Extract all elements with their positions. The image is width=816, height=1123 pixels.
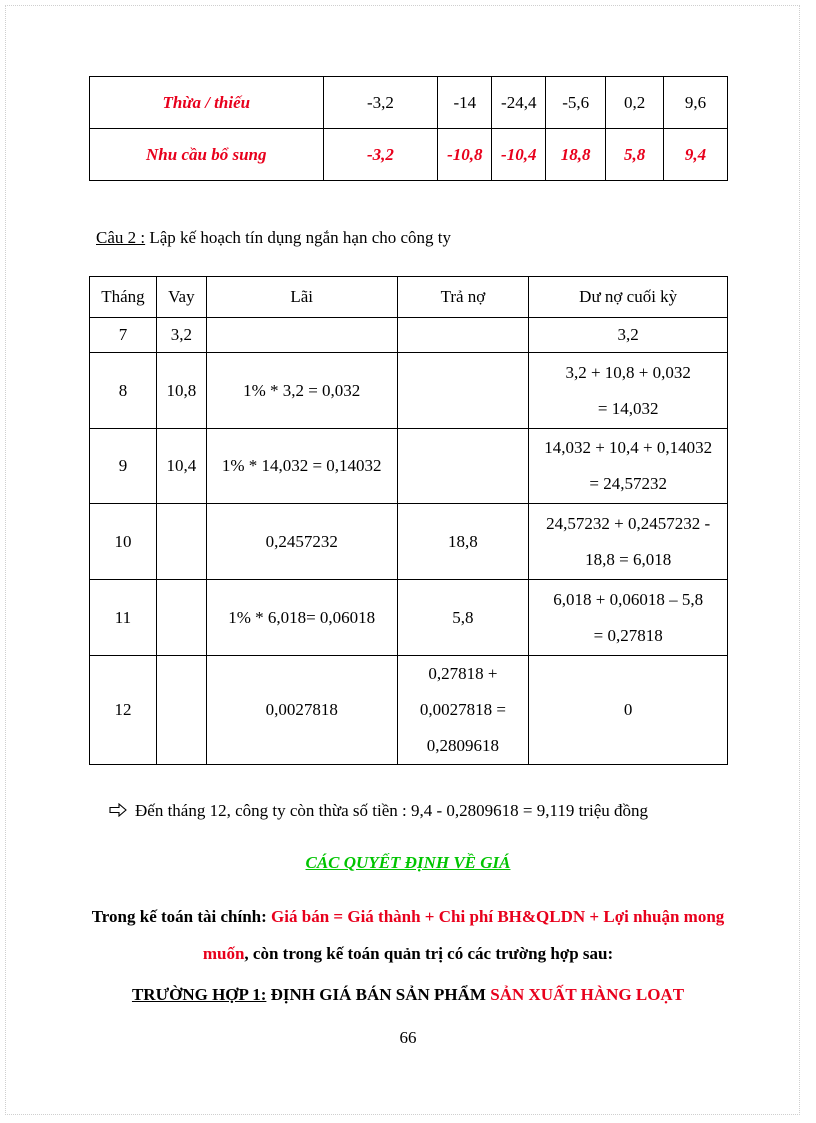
paragraph-intro: Trong kế toán tài chính:	[91, 907, 272, 926]
case-label: TRƯỜNG HỢP 1:	[131, 985, 267, 1004]
repayment-line: 0,2809618	[426, 736, 500, 755]
case-text: ĐỊNH GIÁ BÁN SẢN PHẨM	[266, 985, 491, 1004]
balance-line: 6,018 + 0,06018 – 5,8	[553, 589, 704, 609]
table-row	[90, 129, 728, 181]
repayment-cell: 5,8	[397, 580, 529, 656]
balance-line: = 0,27818	[593, 625, 663, 645]
case-highlight: SẢN XUẤT HÀNG LOẠT	[490, 985, 685, 1004]
month-cell: 7	[90, 318, 157, 353]
repayment-line: 0,0027818 =	[419, 700, 506, 719]
interest-cell: 1% * 6,018= 0,06018	[206, 580, 397, 656]
table-cell: -14	[438, 77, 492, 129]
balance-cell	[529, 318, 728, 353]
row-label: Nhu cầu bổ sung	[90, 129, 324, 181]
repayment-cell: 18,8	[397, 504, 529, 580]
row-label: Thừa / thiếu	[90, 77, 324, 129]
conclusion-line	[109, 801, 648, 821]
balance-line: 18,8 = 6,018	[585, 549, 672, 569]
page-number: 66	[399, 1028, 417, 1047]
balance-line: 3,2 + 10,8 + 0,032	[565, 362, 691, 382]
table-cell: -10,8	[438, 129, 492, 181]
balance-line: = 24,57232	[589, 474, 667, 493]
interest-cell: 0,2457232	[206, 504, 397, 580]
conclusion-text: Đến tháng 12, công ty còn thừa số tiền : 9,4 - 0,2809618 = 9,119 triệu đồng	[135, 801, 648, 820]
repayment-line: 0,27818 +	[428, 664, 498, 683]
interest-cell	[206, 318, 397, 353]
balance-cell	[529, 429, 728, 504]
column-header: Trả nợ	[397, 277, 529, 318]
section-heading: CÁC QUYẾT ĐỊNH VỀ GIÁ	[305, 853, 511, 872]
repayment-cell	[397, 318, 529, 353]
case-heading	[0, 985, 816, 1005]
table-cell: -3,2	[323, 129, 438, 181]
month-cell: 8	[90, 353, 157, 429]
column-header: Tháng	[90, 277, 157, 318]
paragraph-rest: , còn trong kế toán quản trị có các trường hợp sau:	[244, 944, 614, 963]
repayment-cell	[397, 353, 529, 429]
month-cell: 11	[90, 580, 157, 656]
balance-line: 14,032 + 10,4 + 0,14032	[544, 438, 713, 457]
credit-plan-table	[89, 276, 728, 765]
table-row	[90, 656, 728, 765]
month-cell: 10	[90, 504, 157, 580]
table-cell: -5,6	[546, 77, 606, 129]
column-header: Vay	[156, 277, 206, 318]
table-cell: 18,8	[546, 129, 606, 181]
loan-cell	[156, 504, 206, 580]
column-header: Lãi	[206, 277, 397, 318]
table-row	[90, 353, 728, 429]
interest-cell: 1% * 14,032 = 0,14032	[206, 429, 397, 504]
caption-prefix: Câu 2 :	[96, 228, 146, 247]
table-cell: 0,2	[606, 77, 664, 129]
balance-line: = 14,032	[597, 398, 659, 418]
table-cell: -24,4	[492, 77, 546, 129]
question-caption	[96, 228, 451, 248]
table-row	[90, 580, 728, 656]
arrow-right-icon	[109, 803, 127, 817]
interest-cell: 1% * 3,2 = 0,032	[206, 353, 397, 429]
table-cell: 9,6	[664, 77, 728, 129]
table-row	[90, 77, 728, 129]
table-cell: 5,8	[606, 129, 664, 181]
balance-cell: 0	[529, 656, 728, 765]
loan-cell	[156, 656, 206, 765]
month-cell: 12	[90, 656, 157, 765]
balance-line: 24,57232 + 0,2457232 -	[546, 513, 711, 533]
interest-cell: 0,0027818	[206, 656, 397, 765]
table-row	[90, 318, 728, 353]
pricing-formula: Giá bán = Giá thành + Chi phí BH&QLDN + Lợi nhuận mong muốn	[202, 907, 725, 963]
balance-cell	[529, 353, 728, 429]
balance-line: 3,2	[617, 325, 639, 344]
loan-cell: 10,8	[156, 353, 206, 429]
summary-table	[89, 76, 728, 181]
column-header: Dư nợ cuối kỳ	[529, 277, 728, 318]
loan-cell	[156, 580, 206, 656]
balance-cell	[529, 504, 728, 580]
balance-cell	[529, 580, 728, 656]
repayment-cell	[397, 429, 529, 504]
loan-cell: 3,2	[156, 318, 206, 353]
repayment-cell	[397, 656, 529, 765]
caption-text: Lập kế hoạch tín dụng ngắn hạn cho công ty	[145, 228, 452, 247]
table-cell: -10,4	[492, 129, 546, 181]
table-header-row	[90, 277, 728, 318]
table-row	[90, 429, 728, 504]
table-cell: 9,4	[664, 129, 728, 181]
table-cell: -3,2	[323, 77, 438, 129]
pricing-paragraph	[90, 898, 726, 972]
loan-cell: 10,4	[156, 429, 206, 504]
table-row	[90, 504, 728, 580]
month-cell: 9	[90, 429, 157, 504]
